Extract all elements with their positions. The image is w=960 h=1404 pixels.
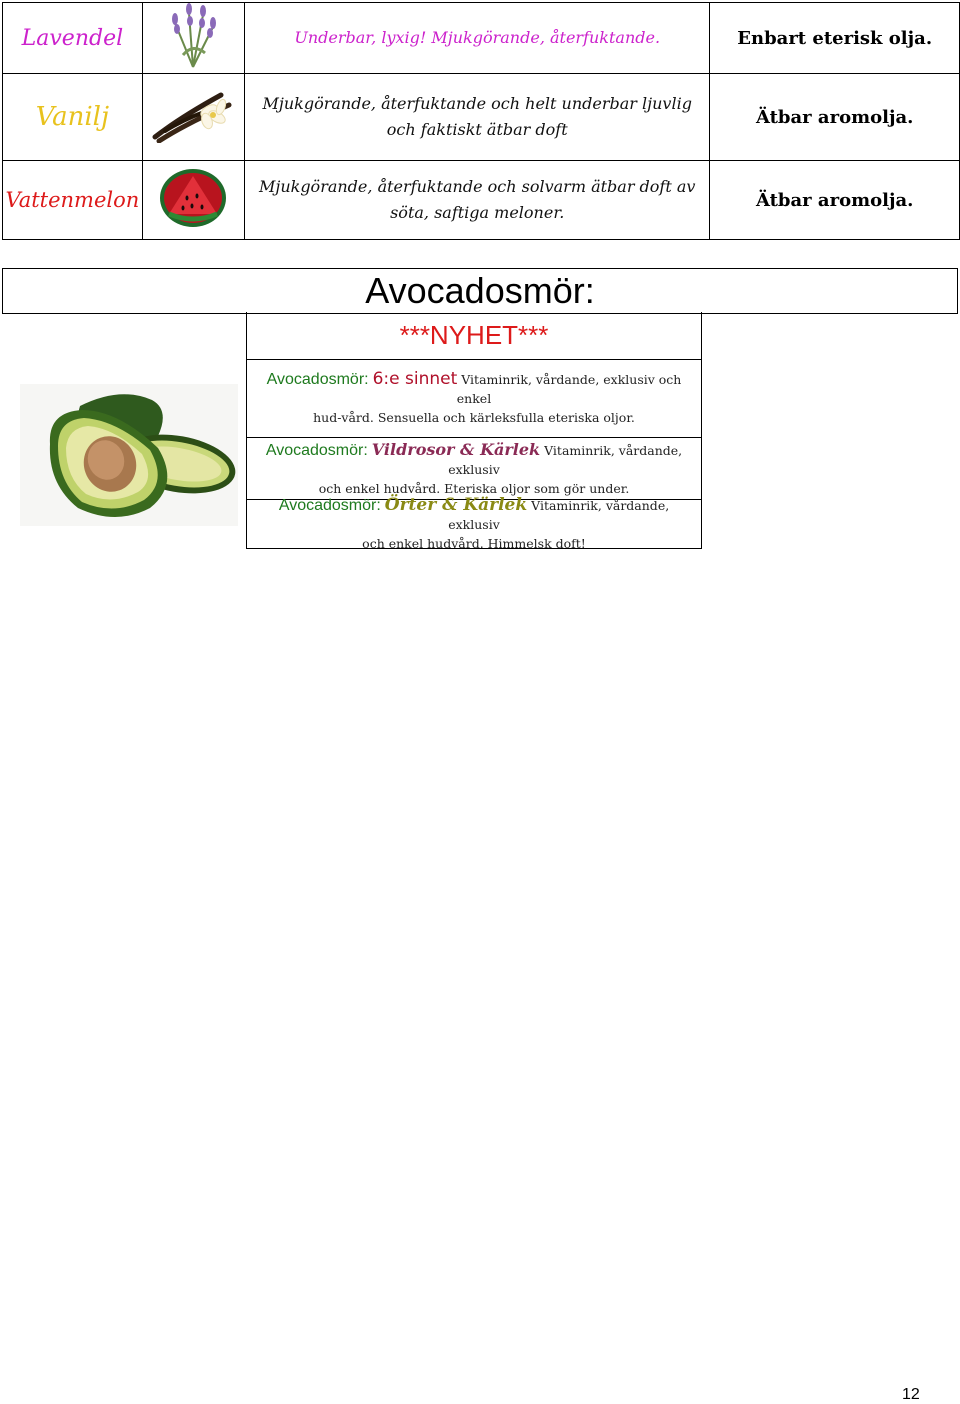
variant-line-1 [255,370,693,408]
oil-type: Ätbar aromolja. [710,161,960,240]
variant-name: 6:e sinnet [372,369,458,389]
avocado-variant [247,437,701,499]
oil-image-cell [142,74,244,161]
avocado-image [20,384,238,526]
variant-line-1 [255,496,693,534]
variant-label: Avocadosmör: [265,441,368,459]
oil-image-cell [142,3,244,74]
variant-text: hud-vård. Sensuella och kärleksfulla eteriska oljor. [313,410,635,425]
news-badge: ***NYHET*** [399,320,549,350]
avocado-variant [247,359,701,437]
oil-type: Enbart eterisk olja. [710,3,960,74]
vanilla-pods-icon [151,87,235,143]
oil-row-vanilj [3,74,960,161]
avocado-section-title: Avocadosmör: [2,268,958,314]
variant-text: Vitaminrik, vårdande, exklusiv [448,442,683,477]
oil-image-cell [142,161,244,240]
oil-description: Mjukgörande, återfuktande och solvarm ätbar doft av söta, saftiga meloner. [245,161,710,240]
oil-row-lavendel [3,3,960,74]
oil-name: Vattenmelon [3,161,143,240]
variant-label: Avocadosmör: [266,371,369,388]
avocado-halves-icon [20,384,238,526]
variant-text: Vitaminrik, vårdande, exklusiv [448,497,670,532]
variant-text: Vitaminrik, vårdande, exklusiv och enkel [456,372,682,406]
watermelon-slice-icon [159,168,227,228]
oil-type: Ätbar aromolja. [710,74,960,161]
oil-table [2,2,960,240]
variant-text: och enkel hudvård. Himmelsk doft! [362,535,586,551]
oil-description: Underbar, lyxig! Mjukgörande, återfuktande. [245,3,710,74]
oil-row-vattenmelon [3,161,960,240]
variant-name: Vildrosor & Kärlek [371,439,541,459]
avocado-variant [247,494,701,551]
variant-name: Örter & Kärlek [384,494,528,515]
lavender-sprig-icon [163,3,223,69]
avocado-variants [246,312,702,549]
oil-name: Lavendel [3,3,143,74]
oil-description: Mjukgörande, återfuktande och helt underbar ljuvlig och faktiskt ätbar doft [245,74,710,161]
page-number: 12 [902,1386,920,1403]
variant-text: och enkel hudvård. Eteriska oljor som gör under. [318,480,630,496]
oil-name: Vanilj [3,74,143,161]
variant-label: Avocadosmör: [278,496,381,514]
variant-line-1 [255,440,693,479]
